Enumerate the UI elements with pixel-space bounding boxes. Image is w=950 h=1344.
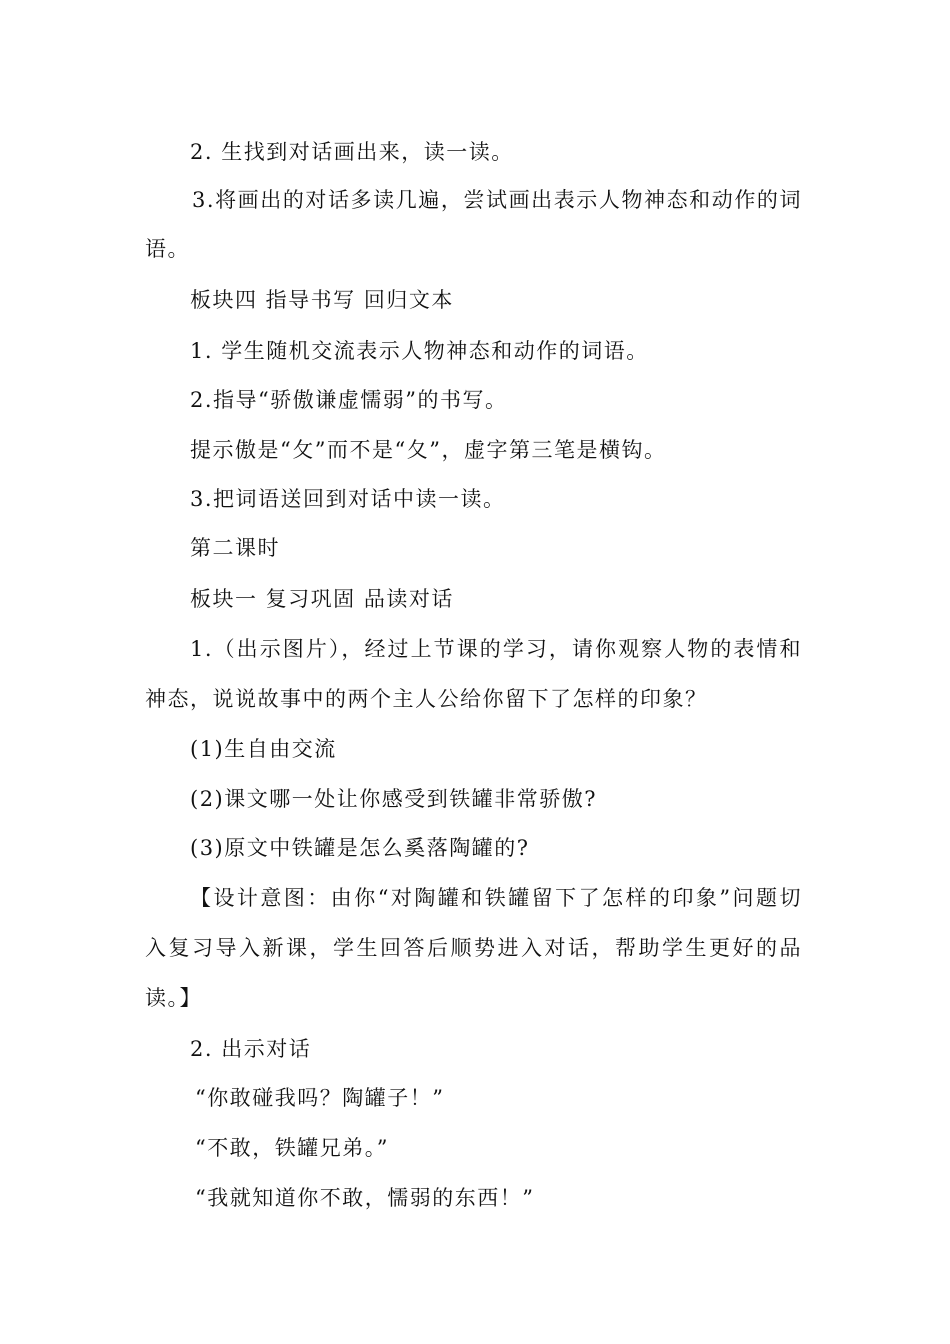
block-four-step-1: 1. 学生随机交流表示人物神态和动作的词语。 <box>190 339 649 363</box>
design-intent-continued: 入复习导入新课，学生回答后顺势进入对话，帮助学生更好的品 <box>145 936 802 960</box>
sub-item-1: (1)生自由交流 <box>190 737 337 761</box>
step-3-text-continued: 语。 <box>145 237 190 261</box>
block-one-step-2: 2. 出示对话 <box>190 1037 312 1061</box>
block-four-step-2: 2.指导“骄傲谦虚懦弱”的书写。 <box>190 388 508 412</box>
sub-item-3: (3)原文中铁罐是怎么奚落陶罐的? <box>190 836 530 860</box>
dialogue-line-2: “不敢，铁罐兄弟。” <box>195 1136 389 1160</box>
design-intent-end: 读。】 <box>145 986 202 1010</box>
block-four-step-3: 3.把词语送回到对话中读一读。 <box>190 487 506 511</box>
section-heading-block-four: 板块四 指导书写 回归文本 <box>190 288 454 312</box>
design-intent: 【设计意图：由你“对陶罐和铁罐留下了怎样的印象”问题切 <box>190 886 802 910</box>
writing-tip: 提示傲是“攵”而不是“夂”，虚字第三笔是横钩。 <box>190 438 667 462</box>
sub-item-2: (2)课文哪一处让你感受到铁罐非常骄傲? <box>190 787 598 811</box>
step-2-text: 2. 生找到对话画出来，读一读。 <box>190 140 514 164</box>
block-one-step-1-continued: 神态，说说故事中的两个主人公给你留下了怎样的印象？ <box>145 687 708 711</box>
step-3-text: 3.将画出的对话多读几遍，尝试画出表示人物神态和动作的词 <box>192 188 802 212</box>
lesson-two-heading: 第二课时 <box>190 536 280 560</box>
section-heading-block-one: 板块一 复习巩固 品读对话 <box>190 587 454 611</box>
dialogue-line-3: “我就知道你不敢，懦弱的东西！” <box>195 1186 535 1210</box>
dialogue-line-1: “你敢碰我吗？陶罐子！” <box>195 1086 445 1110</box>
block-one-step-1: 1.（出示图片），经过上节课的学习，请你观察人物的表情和 <box>190 637 802 661</box>
